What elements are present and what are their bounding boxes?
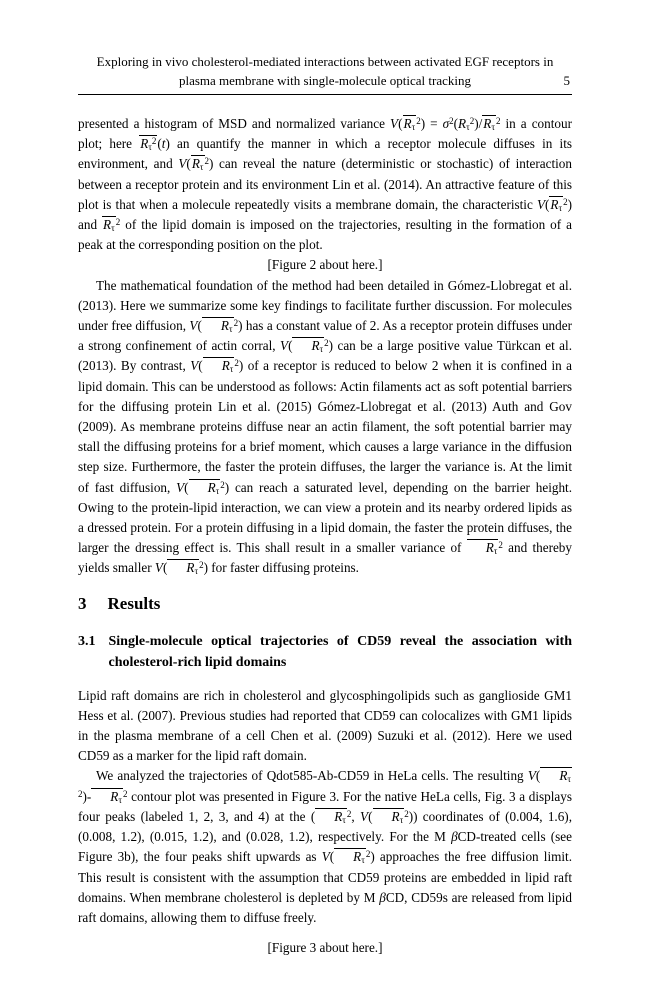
section-heading-results <box>78 593 572 614</box>
paragraph-mathematical-foundation: The mathematical foundation of the method had been detailed in Gómez-Llobregat et al. (2013). Here we summarize some key findings to facilitate further discussion. For molecules under free diffusion, V( $R_\tau^2$) has a constant value of 2. As a receptor protein diffuses under a strong confinement of actin corral, V( $R_\tau^2$) can be a large positive value Türkcan et al. (2013). By contrast, V( $R_\tau^2$) of a receptor is reduced to below 2 when it is confined in a lipid domain. This can be understood as follows: Actin filaments act as soft potential barriers for the diffusing protein Lin et al. (2015) Gómez-Llobregat et al. (2013) Auth and Gov (2009). As membrane proteins diffuse near an actin filament, the soft potential barrier may stall the diffusing proteins for a brief moment, which causes a large variance in the diffusion step size. Furthermore, the faster the protein diffuses, the larger the variance is. At the limit of fast diffusion, V( $R_\tau^2$) can reach a saturated level, depending on the barrier height. Owing to the protein-lipid interaction, we can view a protein and its nearby ordered lipids as a dressed protein. For a protein diffusing in a lipid domain, the faster the protein diffuses, the larger the dressing effect is. This shall result in a smaller variance of $R_\tau^2$ and thereby yields smaller V( $R_\tau^2$) for faster diffusing proteins. <box>78 277 573 577</box>
section-number: 3 <box>78 593 87 613</box>
body-text <box>78 114 572 958</box>
paragraph-trajectories-analysis: We analyzed the trajectories of Qdot585-Ab-CD59 in HeLa cells. The resulting V( $R_\tau^2)-$ $R_\tau^2$ contour plot was presented in Figure 3. For the native HeLa cells, Fig. 3 a displays four peaks (labeled 1, 2, 3, and 4) at the ( $R_\tau^2$, V( $R_\tau^2$)) coordinates of (0.004, 1.6), (0.008, 1.2), (0.015, 1.2), and (0.028, 1.2), respectively. For the M βCD-treated cells (see Figure 3b), the four peaks shift upwards as V( $R_\tau^2$) approaches the free diffusion limit. This result is consistent with the assumption that CD59 proteins are embedded in lipid raft domains. When membrane cholesterol is depleted by M βCD, CD59s are released from lipid raft domains, allowing them to diffuse freely. <box>78 768 573 925</box>
paragraph-lipid-rafts: Lipid raft domains are rich in cholesterol and glycosphingolipids such as ganglioside GM1 Hess et al. (2007). Previous studies had reported that CD59 can colocalizes with GM1 lipids in the plasma membrane of a cell Chen et al. (2009) Suzuki et al. (2012). Here we used CD59 as a marker for the lipid raft domain. <box>78 687 572 764</box>
paragraph-msd-variance: presented a histogram of MSD and normalized variance $V(R_\tau^2) = \sigma^2(R_\tau^2)/R_\tau^2$ in a contour plot; here $R_\tau^2(t)$ an quantify the manner in which a receptor molecule diffuses in its environment, and $V(R_\tau^2)$ can reveal the nature (deterministic or stochastic) of interaction between a receptor protein and its environment Lin et al. (2014). An attractive feature of this plot is that when a molecule repeatedly visits a membrane domain, the characteristic $V(R_\tau^2)$ and $R_\tau^2$ of the lipid domain is imposed on the trajectories, resulting in the formation of a peak at the corresponding position on the plot. <box>78 116 572 253</box>
subsection-heading-cd59 <box>78 631 572 674</box>
header-rule <box>78 94 572 95</box>
subsection-number: 3.1 <box>78 633 96 649</box>
running-header-title: plasma membrane with single-molecule optical tracking <box>178 72 472 88</box>
running-header-line1: Exploring in vivo cholesterol-mediated interactions between activated EGF receptors in <box>96 54 554 69</box>
page-number: 5 <box>563 72 570 88</box>
figure2-placeholder: [Figure 2 about here.] <box>267 257 383 273</box>
running-header <box>78 53 572 90</box>
subsection-title: Single-molecule optical trajectories of CD59 reveal the association with cholesterol-rich lipid domains <box>108 633 572 671</box>
running-header-line2 <box>78 72 572 91</box>
section-title: Results <box>107 593 161 613</box>
figure3-placeholder: [Figure 3 about here.] <box>267 940 383 956</box>
